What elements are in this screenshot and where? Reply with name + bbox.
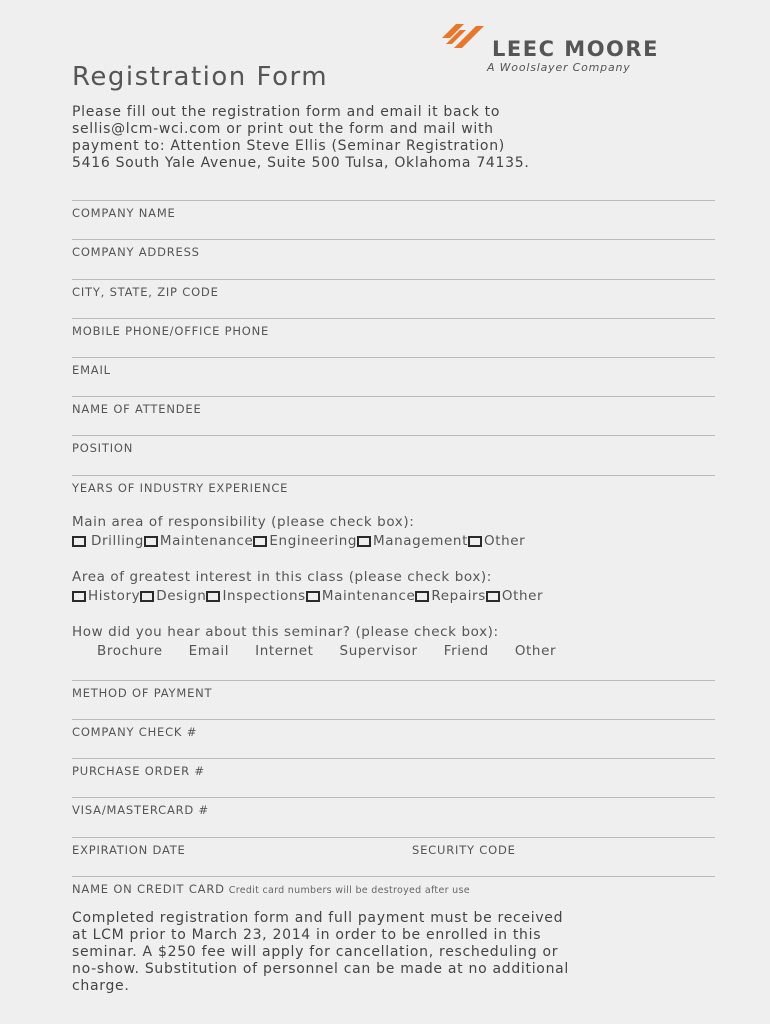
hear-options [97, 643, 556, 659]
page-title: Registration Form [72, 62, 329, 92]
checkbox[interactable] [140, 591, 154, 602]
footer-line: no-show. Substitution of personnel can be made at no additional [72, 961, 570, 977]
checkbox[interactable] [415, 591, 429, 602]
footer-line: seminar. A $250 fee will apply for cancellation, rescheduling or [72, 944, 559, 960]
expiration-security-field[interactable] [72, 837, 715, 877]
city-state-zip-field[interactable] [72, 279, 715, 319]
hear-option-email[interactable]: Email [188, 643, 230, 659]
checkbox[interactable] [72, 591, 86, 602]
attendee-label: NAME OF ATTENDEE [72, 402, 202, 416]
footer-note [72, 910, 722, 995]
responsibility-option-management[interactable] [357, 533, 468, 549]
option-label: Design [156, 588, 207, 604]
checkbox[interactable] [144, 536, 158, 547]
option-label: History [88, 588, 141, 604]
city-state-zip-label: CITY, STATE, ZIP CODE [72, 285, 219, 299]
logo-mark-icon [442, 22, 488, 50]
company-address-field[interactable] [72, 239, 715, 279]
phone-label: MOBILE PHONE/OFFICE PHONE [72, 324, 270, 338]
interest-option-other[interactable] [486, 588, 543, 604]
checkbox[interactable] [206, 591, 220, 602]
purchase-order-label: PURCHASE ORDER # [72, 764, 205, 778]
hear-option-supervisor[interactable]: Supervisor [339, 643, 418, 659]
expiration-label: EXPIRATION DATE [72, 843, 186, 857]
hear-question: How did you hear about this seminar? (please check box): [72, 624, 499, 640]
position-field[interactable] [72, 435, 715, 475]
logo-tagline: A Woolslayer Company [487, 61, 631, 74]
interest-question: Area of greatest interest in this class (please check box): [72, 569, 492, 585]
hear-option-brochure[interactable]: Brochure [97, 643, 163, 659]
responsibility-option-maintenance[interactable] [144, 533, 254, 549]
phone-field[interactable] [72, 318, 715, 358]
hear-option-internet[interactable]: Internet [255, 643, 314, 659]
intro-line: Please fill out the registration form and email it back to [72, 104, 501, 120]
position-label: POSITION [72, 441, 134, 455]
company-name-field[interactable] [72, 200, 715, 240]
responsibility-option-drilling[interactable] [72, 533, 144, 549]
checkbox[interactable] [306, 591, 320, 602]
option-label: Other [483, 533, 526, 549]
footer-line: at LCM prior to March 23, 2014 in order to be enrolled in this [72, 927, 542, 943]
checkbox[interactable] [253, 536, 267, 547]
option-label: Inspections [222, 588, 306, 604]
company-name-label: COMPANY NAME [72, 206, 176, 220]
card-name-field[interactable] [72, 876, 715, 905]
footer-line: charge. [72, 978, 130, 994]
interest-option-design[interactable] [140, 588, 206, 604]
responsibility-question: Main area of responsibility (please check box): [72, 514, 415, 530]
interest-option-repairs[interactable] [415, 588, 485, 604]
interest-option-inspections[interactable] [206, 588, 305, 604]
intro-text [72, 104, 732, 172]
payment-method-field[interactable] [72, 680, 715, 720]
responsibility-option-engineering[interactable] [253, 533, 357, 549]
option-label: Engineering [269, 533, 358, 549]
company-check-field[interactable] [72, 719, 715, 759]
interest-option-maintenance[interactable] [306, 588, 416, 604]
company-address-label: COMPANY ADDRESS [72, 245, 200, 259]
option-label: Drilling [91, 533, 144, 549]
option-label: Other [501, 588, 544, 604]
logo-name: LEEC MOORE [492, 37, 659, 61]
interest-options [72, 588, 543, 604]
security-code-label: SECURITY CODE [412, 843, 516, 857]
card-name-label: NAME ON CREDIT CARD [72, 882, 225, 896]
option-label: Repairs [431, 588, 486, 604]
option-label: Maintenance [321, 588, 416, 604]
card-number-field[interactable] [72, 797, 715, 837]
checkbox[interactable] [486, 591, 500, 602]
card-name-label-wrap [72, 882, 470, 896]
hear-option-friend[interactable]: Friend [443, 643, 489, 659]
hear-option-other[interactable]: Other [514, 643, 557, 659]
interest-option-history[interactable] [72, 588, 140, 604]
email-field[interactable] [72, 357, 715, 397]
company-check-label: COMPANY CHECK # [72, 725, 198, 739]
card-number-label: VISA/MASTERCARD # [72, 803, 209, 817]
intro-line: sellis@lcm-wci.com or print out the form and mail with [72, 121, 494, 137]
purchase-order-field[interactable] [72, 758, 715, 798]
footer-line: Completed registration form and full payment must be received [72, 910, 564, 926]
payment-method-label: METHOD OF PAYMENT [72, 686, 213, 700]
company-logo [442, 22, 722, 74]
responsibility-option-other[interactable] [468, 533, 525, 549]
checkbox[interactable] [72, 536, 86, 547]
intro-line: 5416 South Yale Avenue, Suite 500 Tulsa, Oklahoma 74135. [72, 155, 530, 171]
option-label: Management [373, 533, 468, 549]
card-note: Credit card numbers will be destroyed after use [228, 885, 470, 896]
responsibility-options [72, 533, 525, 549]
intro-line: payment to: Attention Steve Ellis (Seminar Registration) [72, 138, 505, 154]
experience-label: YEARS OF INDUSTRY EXPERIENCE [72, 481, 289, 495]
checkbox[interactable] [357, 536, 371, 547]
attendee-field[interactable] [72, 396, 715, 436]
email-label: EMAIL [72, 363, 111, 377]
option-label: Maintenance [159, 533, 254, 549]
checkbox[interactable] [468, 536, 482, 547]
experience-field[interactable] [72, 475, 715, 515]
